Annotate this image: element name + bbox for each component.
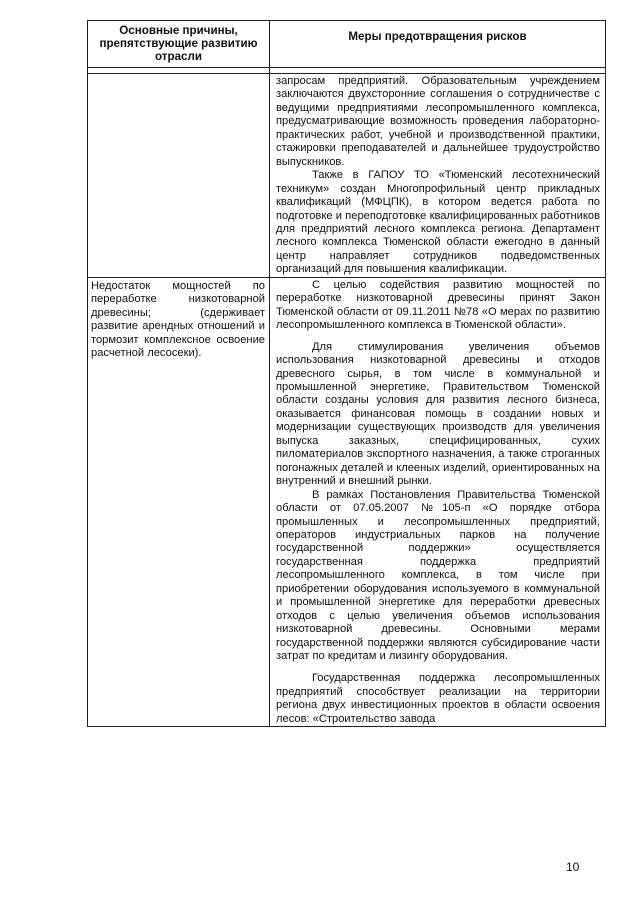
measure-paragraph: С целью содействия развитию мощностей по переработке низкотоварной древесины принят Закон Тюменской области от 09.11.2011 №78 «О мерах по развитию лесопромышленного комплекса в Тюменской области». [276, 278, 600, 332]
measure-paragraph: Также в ГАПОУ ТО «Тюменский лесотехнический техникум» создан Многопрофильный центр прикладных квалификаций (МФЦПК), в котором ведется работа по подготовке и переподготовке квалифицированных работников для предприятий лесного комплекса региона. Департамент лесного комплекса Тюменской области ежегодно в данный центр направляет сотрудников подведомственных организаций для повышения квалификации. [276, 169, 600, 276]
measure-paragraph: запросам предприятий. Образовательным учреждением заключаются двухсторонние соглашения о сотрудничестве с ведущими предприятиями лесопромышленного комплекса, предусматривающие возможность проведения лабораторно-практических работ, учебной и производственной практики, стажировки преподавателей и дальнейшее трудоустройство выпускников. [276, 75, 600, 168]
header-causes: Основные причины, препятствующие развитию отрасли [88, 21, 270, 68]
cause-cell: Недостаток мощностей по переработке низкотоварной древесины; (сдерживает развитие арендных отношений и тормозит комплексное освоение расчетной лесосеки). [88, 277, 270, 727]
page-number: 10 [566, 860, 580, 874]
measure-paragraph: В рамках Постановления Правительства Тюменской области от 07.05.2007 №105-п «О порядке отбора промышленных и лесопромышленных предприятий, операторов индустриальных парков на получение государственной поддержки» осуществляется государственная поддержка предприятий лесопромышленного комплекса, в том числе при приобретении оборудования используемого в коммунальной и промышленной энергетике для переработки древесных отходов с целью увеличения объемов использования низкотоварной древесины. Основными мерами государственной поддержки являются субсидирование части затрат по кредитам и лизингу оборудования. [276, 488, 600, 663]
table-row [88, 277, 606, 727]
risk-measures-table [87, 20, 606, 727]
document-page [87, 20, 605, 727]
table-header-row [88, 21, 606, 68]
header-measures: Меры предотвращения рисков [270, 21, 606, 68]
table-row [88, 74, 606, 278]
measure-paragraph: Для стимулирования увеличения объемов использования низкотоварной древесины и отходов древесного сырья, в том числе в коммунальной и промышленной энергетике, Правительством Тюменской области созданы условия для развития лесного бизнеса, оказывается финансовая помощь в создании новых и модернизации существующих производств для увеличения выпуска заказных, специфицированных, сухих пиломатериалов экспортного назначения, а также строганных погонажных деталей и клееных изделий, ориентированных на внутренний и внешний рынки. [276, 340, 600, 488]
cause-cell-empty [88, 74, 270, 278]
measure-paragraph: Государственная поддержка лесопромышленных предприятий способствует реализации на территории региона двух инвестиционных проектов в области освоения лесов: «Строительство завода [276, 672, 600, 725]
measures-cell [270, 277, 606, 727]
measures-cell [270, 74, 606, 278]
